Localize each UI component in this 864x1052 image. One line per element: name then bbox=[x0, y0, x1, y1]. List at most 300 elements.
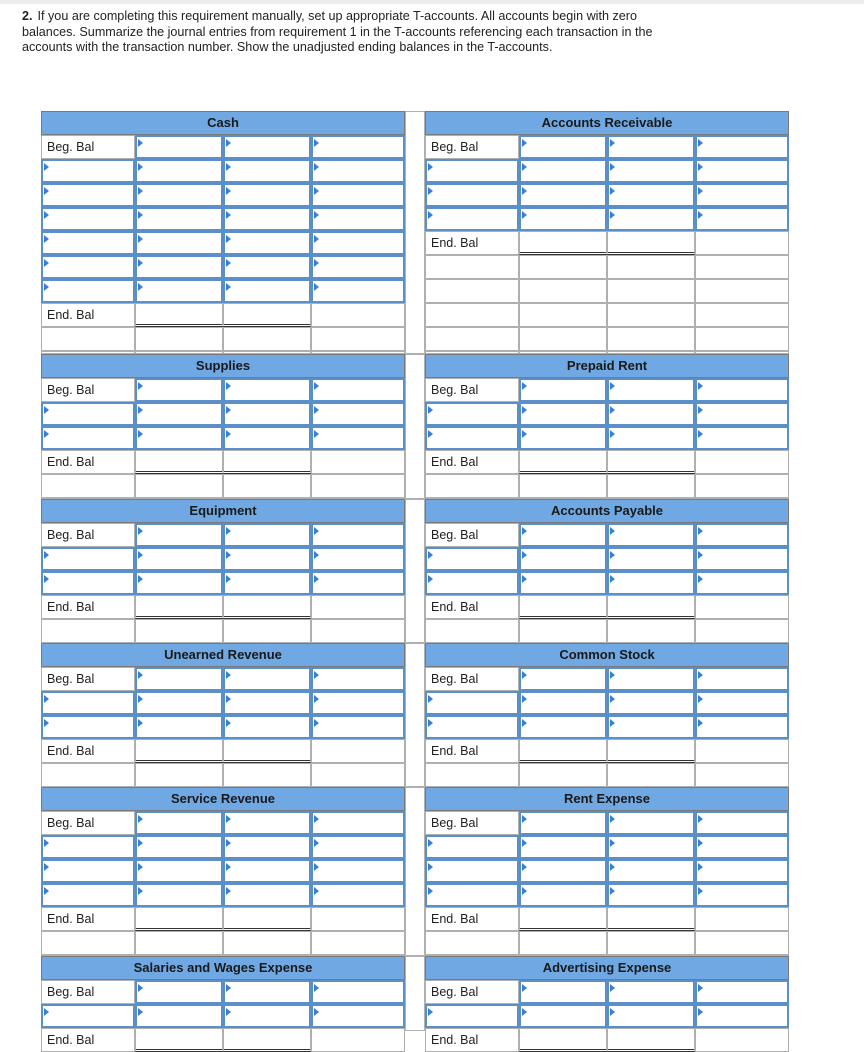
debit-amount-input[interactable] bbox=[519, 183, 607, 207]
end-bal-label-cell bbox=[425, 231, 519, 255]
beg-bal-label-cell bbox=[41, 980, 135, 1004]
end-bal-label: End. Bal bbox=[431, 912, 479, 926]
entry-row bbox=[41, 426, 405, 450]
debit-amount-input[interactable] bbox=[519, 426, 607, 450]
end-bal-label-cell bbox=[425, 1028, 519, 1052]
credit-end-bal-cell bbox=[607, 231, 695, 255]
credit-ref-input[interactable] bbox=[607, 159, 695, 183]
credit-amount-input[interactable] bbox=[311, 183, 405, 207]
debit-amount-input[interactable] bbox=[135, 691, 223, 715]
credit-amount-input[interactable] bbox=[311, 859, 405, 883]
debit-ref-input[interactable] bbox=[41, 279, 135, 303]
blank-row bbox=[41, 931, 405, 955]
credit-amount-input[interactable] bbox=[695, 183, 789, 207]
debit-beg-bal-input[interactable] bbox=[135, 980, 223, 1004]
debit-ref-input[interactable] bbox=[425, 159, 519, 183]
debit-ref-input[interactable] bbox=[41, 859, 135, 883]
credit-ref-input[interactable] bbox=[223, 811, 311, 835]
empty-cell bbox=[311, 931, 405, 955]
account-title: Prepaid Rent bbox=[425, 354, 789, 378]
debit-amount-input[interactable] bbox=[135, 255, 223, 279]
debit-end-bal-cell bbox=[135, 450, 223, 474]
credit-ref-input[interactable] bbox=[607, 835, 695, 859]
entry-row bbox=[425, 835, 789, 859]
credit-ref-input[interactable] bbox=[223, 715, 311, 739]
credit-ref-input[interactable] bbox=[607, 378, 695, 402]
debit-amount-input[interactable] bbox=[135, 402, 223, 426]
credit-end-bal-cell bbox=[607, 907, 695, 931]
blank-row bbox=[425, 474, 789, 498]
empty-cell bbox=[425, 327, 519, 351]
credit-amount-input[interactable] bbox=[695, 715, 789, 739]
beg-row bbox=[41, 135, 405, 159]
column-separator bbox=[405, 787, 425, 956]
credit-beg-bal-input[interactable] bbox=[695, 378, 789, 402]
debit-ref-input[interactable] bbox=[425, 571, 519, 595]
empty-cell bbox=[311, 327, 405, 351]
credit-amount-input[interactable] bbox=[695, 547, 789, 571]
empty-cell bbox=[695, 1028, 789, 1052]
credit-ref-input[interactable] bbox=[607, 1004, 695, 1028]
credit-amount-input[interactable] bbox=[695, 835, 789, 859]
empty-cell bbox=[135, 931, 223, 955]
empty-cell bbox=[311, 739, 405, 763]
credit-amount-input[interactable] bbox=[695, 159, 789, 183]
debit-amount-input[interactable] bbox=[519, 159, 607, 183]
end-bal-label: End. Bal bbox=[47, 744, 95, 758]
empty-cell bbox=[607, 303, 695, 327]
credit-end-bal-cell bbox=[607, 739, 695, 763]
credit-ref-input[interactable] bbox=[223, 183, 311, 207]
beg-row bbox=[41, 667, 405, 691]
credit-ref-input[interactable] bbox=[223, 547, 311, 571]
credit-ref-input[interactable] bbox=[607, 691, 695, 715]
blank-row bbox=[41, 619, 405, 643]
credit-ref-input[interactable] bbox=[223, 279, 311, 303]
debit-end-bal-cell bbox=[519, 450, 607, 474]
credit-amount-input[interactable] bbox=[311, 883, 405, 907]
empty-cell bbox=[695, 739, 789, 763]
debit-amount-input[interactable] bbox=[135, 426, 223, 450]
debit-amount-input[interactable] bbox=[135, 207, 223, 231]
credit-amount-input[interactable] bbox=[311, 715, 405, 739]
debit-ref-input[interactable] bbox=[41, 231, 135, 255]
credit-beg-bal-input[interactable] bbox=[695, 980, 789, 1004]
credit-amount-input[interactable] bbox=[311, 255, 405, 279]
credit-ref-input[interactable] bbox=[607, 523, 695, 547]
debit-beg-bal-input[interactable] bbox=[135, 523, 223, 547]
empty-cell bbox=[607, 619, 695, 643]
account-title: Cash bbox=[41, 111, 405, 135]
debit-beg-bal-input[interactable] bbox=[519, 378, 607, 402]
debit-ref-input[interactable] bbox=[41, 183, 135, 207]
debit-amount-input[interactable] bbox=[519, 1004, 607, 1028]
empty-cell bbox=[311, 907, 405, 931]
blank-row bbox=[425, 255, 789, 279]
debit-ref-input[interactable] bbox=[425, 835, 519, 859]
debit-beg-bal-input[interactable] bbox=[519, 980, 607, 1004]
beg-bal-label-cell bbox=[425, 378, 519, 402]
empty-cell bbox=[311, 474, 405, 498]
debit-end-bal-cell bbox=[135, 1028, 223, 1052]
account-title: Rent Expense bbox=[425, 787, 789, 811]
entry-row bbox=[425, 571, 789, 595]
credit-amount-input[interactable] bbox=[311, 402, 405, 426]
end-bal-label: End. Bal bbox=[431, 600, 479, 614]
credit-amount-input[interactable] bbox=[695, 207, 789, 231]
empty-cell bbox=[519, 619, 607, 643]
credit-ref-input[interactable] bbox=[607, 980, 695, 1004]
end-row bbox=[425, 231, 789, 255]
credit-ref-input[interactable] bbox=[607, 715, 695, 739]
debit-beg-bal-input[interactable] bbox=[519, 135, 607, 159]
blank-row bbox=[425, 931, 789, 955]
credit-beg-bal-input[interactable] bbox=[695, 811, 789, 835]
debit-amount-input[interactable] bbox=[519, 859, 607, 883]
end-bal-label: End. Bal bbox=[431, 236, 479, 250]
beg-bal-label-cell bbox=[425, 135, 519, 159]
beg-row bbox=[41, 378, 405, 402]
entry-row bbox=[41, 691, 405, 715]
end-bal-label: End. Bal bbox=[47, 912, 95, 926]
debit-amount-input[interactable] bbox=[519, 883, 607, 907]
debit-amount-input[interactable] bbox=[519, 691, 607, 715]
credit-amount-input[interactable] bbox=[695, 571, 789, 595]
credit-ref-input[interactable] bbox=[607, 207, 695, 231]
debit-ref-input[interactable] bbox=[425, 883, 519, 907]
empty-cell bbox=[695, 231, 789, 255]
debit-ref-input[interactable] bbox=[41, 1004, 135, 1028]
credit-amount-input[interactable] bbox=[695, 859, 789, 883]
account-title: Equipment bbox=[41, 499, 405, 523]
end-row bbox=[41, 595, 405, 619]
end-bal-label-cell bbox=[41, 1028, 135, 1052]
debit-amount-input[interactable] bbox=[135, 883, 223, 907]
credit-amount-input[interactable] bbox=[695, 691, 789, 715]
credit-ref-input[interactable] bbox=[607, 859, 695, 883]
debit-amount-input[interactable] bbox=[135, 279, 223, 303]
end-row bbox=[425, 450, 789, 474]
end-bal-label: End. Bal bbox=[47, 600, 95, 614]
credit-ref-input[interactable] bbox=[223, 859, 311, 883]
empty-cell bbox=[519, 255, 607, 279]
entry-row bbox=[41, 207, 405, 231]
beg-row bbox=[425, 667, 789, 691]
credit-ref-input[interactable] bbox=[223, 255, 311, 279]
end-bal-label-cell bbox=[41, 303, 135, 327]
debit-amount-input[interactable] bbox=[519, 207, 607, 231]
entry-row bbox=[425, 426, 789, 450]
credit-end-bal-cell bbox=[607, 1028, 695, 1052]
empty-cell bbox=[519, 763, 607, 787]
credit-beg-bal-input[interactable] bbox=[695, 667, 789, 691]
credit-beg-bal-input[interactable] bbox=[311, 667, 405, 691]
debit-amount-input[interactable] bbox=[519, 835, 607, 859]
credit-ref-input[interactable] bbox=[223, 231, 311, 255]
end-row bbox=[41, 303, 405, 327]
debit-ref-input[interactable] bbox=[41, 547, 135, 571]
credit-ref-input[interactable] bbox=[607, 135, 695, 159]
empty-cell bbox=[311, 303, 405, 327]
end-row bbox=[41, 1028, 405, 1052]
empty-cell bbox=[519, 931, 607, 955]
empty-cell bbox=[607, 279, 695, 303]
end-bal-label-cell bbox=[425, 595, 519, 619]
empty-cell bbox=[695, 763, 789, 787]
account-title: Common Stock bbox=[425, 643, 789, 667]
credit-amount-input[interactable] bbox=[311, 835, 405, 859]
debit-beg-bal-input[interactable] bbox=[519, 811, 607, 835]
debit-end-bal-cell bbox=[519, 231, 607, 255]
end-row bbox=[425, 739, 789, 763]
column-separator bbox=[405, 643, 425, 787]
blank-row bbox=[41, 327, 405, 351]
debit-ref-input[interactable] bbox=[425, 207, 519, 231]
entry-row bbox=[41, 715, 405, 739]
debit-end-bal-cell bbox=[519, 907, 607, 931]
empty-cell bbox=[425, 763, 519, 787]
beg-bal-label-cell bbox=[425, 980, 519, 1004]
empty-cell bbox=[695, 474, 789, 498]
credit-end-bal-cell bbox=[223, 739, 311, 763]
entry-row bbox=[41, 883, 405, 907]
credit-ref-input[interactable] bbox=[607, 183, 695, 207]
account-title: Accounts Receivable bbox=[425, 111, 789, 135]
end-row bbox=[41, 450, 405, 474]
credit-ref-input[interactable] bbox=[223, 378, 311, 402]
credit-ref-input[interactable] bbox=[223, 980, 311, 1004]
end-bal-label: End. Bal bbox=[431, 455, 479, 469]
entry-row bbox=[41, 835, 405, 859]
empty-cell bbox=[223, 619, 311, 643]
credit-amount-input[interactable] bbox=[695, 883, 789, 907]
credit-beg-bal-input[interactable] bbox=[311, 135, 405, 159]
credit-amount-input[interactable] bbox=[311, 1004, 405, 1028]
account-title: Service Revenue bbox=[41, 787, 405, 811]
blank-row bbox=[425, 303, 789, 327]
beg-bal-label: Beg. Bal bbox=[47, 672, 95, 686]
debit-ref-input[interactable] bbox=[41, 883, 135, 907]
credit-beg-bal-input[interactable] bbox=[311, 378, 405, 402]
column-separator bbox=[405, 956, 425, 1031]
debit-amount-input[interactable] bbox=[135, 231, 223, 255]
empty-cell bbox=[223, 931, 311, 955]
credit-ref-input[interactable] bbox=[223, 426, 311, 450]
debit-ref-input[interactable] bbox=[41, 715, 135, 739]
debit-amount-input[interactable] bbox=[135, 183, 223, 207]
entry-row bbox=[425, 402, 789, 426]
beg-bal-label-cell bbox=[41, 811, 135, 835]
credit-ref-input[interactable] bbox=[223, 135, 311, 159]
beg-bal-label: Beg. Bal bbox=[431, 672, 479, 686]
entry-row bbox=[425, 859, 789, 883]
debit-ref-input[interactable] bbox=[41, 835, 135, 859]
debit-amount-input[interactable] bbox=[135, 715, 223, 739]
end-row bbox=[425, 1028, 789, 1052]
debit-amount-input[interactable] bbox=[135, 159, 223, 183]
empty-cell bbox=[223, 474, 311, 498]
entry-row bbox=[425, 207, 789, 231]
credit-ref-input[interactable] bbox=[223, 691, 311, 715]
debit-amount-input[interactable] bbox=[519, 402, 607, 426]
debit-ref-input[interactable] bbox=[41, 159, 135, 183]
beg-bal-label: Beg. Bal bbox=[431, 528, 479, 542]
debit-amount-input[interactable] bbox=[135, 571, 223, 595]
credit-ref-input[interactable] bbox=[223, 207, 311, 231]
empty-cell bbox=[607, 327, 695, 351]
blank-row bbox=[425, 279, 789, 303]
credit-beg-bal-input[interactable] bbox=[695, 523, 789, 547]
account-title: Accounts Payable bbox=[425, 499, 789, 523]
credit-amount-input[interactable] bbox=[695, 1004, 789, 1028]
end-bal-label-cell bbox=[425, 739, 519, 763]
credit-beg-bal-input[interactable] bbox=[311, 523, 405, 547]
empty-cell bbox=[519, 279, 607, 303]
end-bal-label: End. Bal bbox=[47, 1033, 95, 1047]
end-bal-label-cell bbox=[41, 907, 135, 931]
empty-cell bbox=[607, 474, 695, 498]
entry-row bbox=[425, 1004, 789, 1028]
empty-cell bbox=[41, 619, 135, 643]
credit-beg-bal-input[interactable] bbox=[311, 980, 405, 1004]
debit-amount-input[interactable] bbox=[519, 571, 607, 595]
debit-ref-input[interactable] bbox=[425, 426, 519, 450]
credit-ref-input[interactable] bbox=[223, 402, 311, 426]
empty-cell bbox=[425, 474, 519, 498]
credit-amount-input[interactable] bbox=[311, 691, 405, 715]
beg-row bbox=[41, 523, 405, 547]
debit-amount-input[interactable] bbox=[519, 547, 607, 571]
requirement-text: If you are completing this requirement manually, set up appropriate T-accounts. All accounts begin with zero balances. Summarize the journal entries from requirement 1 in the T-accounts referencing each transaction in the accounts with the transaction number. Show the unadjusted ending balances in the T-accounts. bbox=[22, 9, 653, 55]
debit-ref-input[interactable] bbox=[41, 691, 135, 715]
credit-amount-input[interactable] bbox=[311, 571, 405, 595]
empty-cell bbox=[311, 595, 405, 619]
credit-ref-input[interactable] bbox=[223, 571, 311, 595]
entry-row bbox=[425, 883, 789, 907]
debit-beg-bal-input[interactable] bbox=[135, 135, 223, 159]
beg-bal-label: Beg. Bal bbox=[47, 528, 95, 542]
debit-ref-input[interactable] bbox=[425, 183, 519, 207]
debit-amount-input[interactable] bbox=[519, 715, 607, 739]
empty-cell bbox=[607, 763, 695, 787]
debit-beg-bal-input[interactable] bbox=[135, 378, 223, 402]
credit-ref-input[interactable] bbox=[223, 523, 311, 547]
credit-ref-input[interactable] bbox=[223, 1004, 311, 1028]
entry-row bbox=[41, 547, 405, 571]
debit-ref-input[interactable] bbox=[41, 207, 135, 231]
top-divider bbox=[0, 0, 864, 4]
empty-cell bbox=[311, 763, 405, 787]
column-separator bbox=[405, 354, 425, 499]
debit-amount-input[interactable] bbox=[135, 1004, 223, 1028]
credit-ref-input[interactable] bbox=[223, 159, 311, 183]
end-bal-label: End. Bal bbox=[431, 1033, 479, 1047]
credit-amount-input[interactable] bbox=[695, 426, 789, 450]
account-title: Advertising Expense bbox=[425, 956, 789, 980]
credit-amount-input[interactable] bbox=[695, 402, 789, 426]
debit-beg-bal-input[interactable] bbox=[519, 667, 607, 691]
credit-amount-input[interactable] bbox=[311, 426, 405, 450]
debit-ref-input[interactable] bbox=[425, 715, 519, 739]
blank-row bbox=[425, 763, 789, 787]
credit-amount-input[interactable] bbox=[311, 547, 405, 571]
debit-beg-bal-input[interactable] bbox=[135, 667, 223, 691]
empty-cell bbox=[695, 327, 789, 351]
beg-bal-label: Beg. Bal bbox=[431, 383, 479, 397]
entry-row bbox=[425, 715, 789, 739]
t-accounts-grid bbox=[41, 111, 789, 1047]
debit-beg-bal-input[interactable] bbox=[519, 523, 607, 547]
empty-cell bbox=[41, 763, 135, 787]
credit-ref-input[interactable] bbox=[607, 883, 695, 907]
empty-cell bbox=[519, 474, 607, 498]
entry-row bbox=[41, 159, 405, 183]
end-row bbox=[41, 907, 405, 931]
beg-bal-label: Beg. Bal bbox=[47, 816, 95, 830]
empty-cell bbox=[695, 907, 789, 931]
column-separator bbox=[405, 499, 425, 643]
account-title: Unearned Revenue bbox=[41, 643, 405, 667]
credit-end-bal-cell bbox=[607, 595, 695, 619]
debit-ref-input[interactable] bbox=[425, 402, 519, 426]
debit-amount-input[interactable] bbox=[135, 547, 223, 571]
credit-amount-input[interactable] bbox=[311, 231, 405, 255]
empty-cell bbox=[425, 279, 519, 303]
debit-ref-input[interactable] bbox=[41, 571, 135, 595]
blank-row bbox=[425, 327, 789, 351]
credit-beg-bal-input[interactable] bbox=[695, 135, 789, 159]
credit-ref-input[interactable] bbox=[607, 426, 695, 450]
credit-ref-input[interactable] bbox=[607, 547, 695, 571]
credit-ref-input[interactable] bbox=[607, 571, 695, 595]
debit-amount-input[interactable] bbox=[135, 835, 223, 859]
debit-ref-input[interactable] bbox=[41, 402, 135, 426]
empty-cell bbox=[311, 619, 405, 643]
debit-amount-input[interactable] bbox=[135, 859, 223, 883]
beg-bal-label-cell bbox=[425, 811, 519, 835]
credit-end-bal-cell bbox=[223, 907, 311, 931]
end-bal-label: End. Bal bbox=[431, 744, 479, 758]
empty-cell bbox=[695, 595, 789, 619]
entry-row bbox=[41, 255, 405, 279]
credit-ref-input[interactable] bbox=[223, 667, 311, 691]
empty-cell bbox=[695, 619, 789, 643]
entry-row bbox=[41, 183, 405, 207]
credit-ref-input[interactable] bbox=[607, 402, 695, 426]
entry-row bbox=[41, 859, 405, 883]
debit-ref-input[interactable] bbox=[425, 1004, 519, 1028]
credit-beg-bal-input[interactable] bbox=[311, 811, 405, 835]
debit-beg-bal-input[interactable] bbox=[135, 811, 223, 835]
credit-ref-input[interactable] bbox=[223, 835, 311, 859]
debit-ref-input[interactable] bbox=[425, 691, 519, 715]
empty-cell bbox=[695, 931, 789, 955]
empty-cell bbox=[135, 327, 223, 351]
credit-amount-input[interactable] bbox=[311, 207, 405, 231]
debit-ref-input[interactable] bbox=[41, 426, 135, 450]
debit-ref-input[interactable] bbox=[425, 859, 519, 883]
entry-row bbox=[41, 571, 405, 595]
credit-ref-input[interactable] bbox=[223, 883, 311, 907]
requirement-number: 2. bbox=[22, 9, 33, 23]
credit-amount-input[interactable] bbox=[311, 159, 405, 183]
credit-ref-input[interactable] bbox=[607, 811, 695, 835]
credit-ref-input[interactable] bbox=[607, 667, 695, 691]
credit-amount-input[interactable] bbox=[311, 279, 405, 303]
debit-ref-input[interactable] bbox=[41, 255, 135, 279]
debit-ref-input[interactable] bbox=[425, 547, 519, 571]
empty-cell bbox=[135, 474, 223, 498]
